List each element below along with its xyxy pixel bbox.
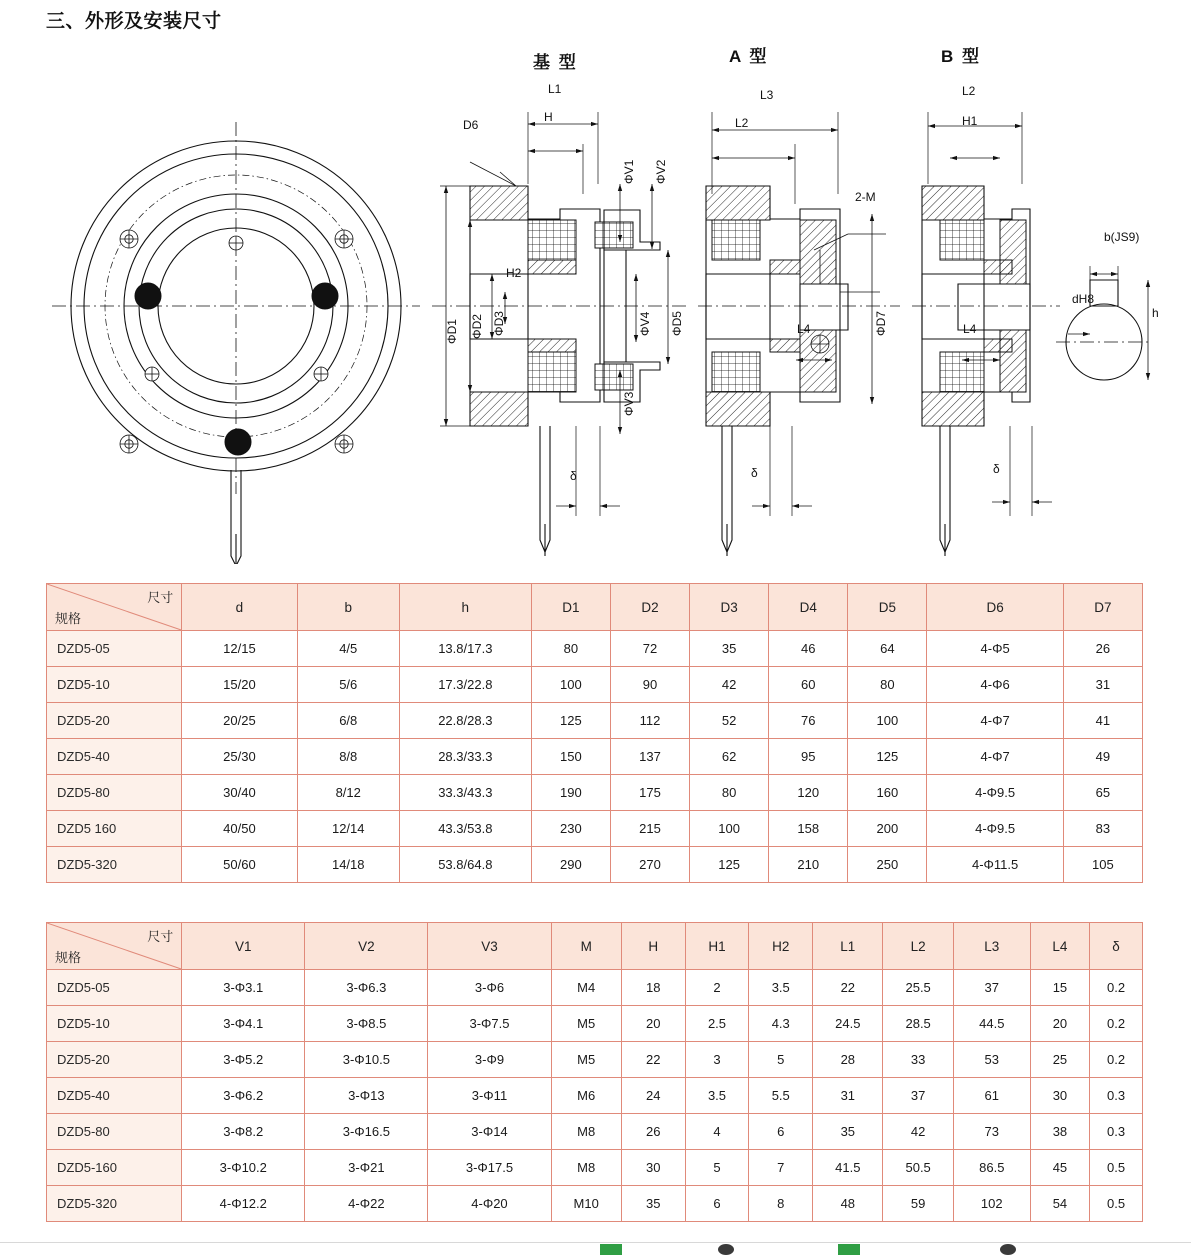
table2-col-V3: V3 [428,923,551,970]
table1-col-d: d [182,584,297,631]
table1-cell: 4-Φ9.5 [927,811,1063,847]
table2-col-L1: L1 [813,923,883,970]
table1-cell: 230 [531,811,610,847]
dim-D1: ΦD1 [445,319,459,344]
table1-cell: 42 [690,667,769,703]
table1-cell: 76 [769,703,848,739]
table1-cell: 90 [610,667,689,703]
table2-cell: 42 [883,1114,953,1150]
table2-cell: 24 [621,1078,685,1114]
table1-cell: 125 [531,703,610,739]
table2-cell: 0.5 [1090,1186,1143,1222]
table-row [47,1006,1143,1042]
table1-cell: 72 [610,631,689,667]
table2-cell: 0.3 [1090,1114,1143,1150]
table2-cell: M5 [551,1042,621,1078]
table2-cell: 33 [883,1042,953,1078]
table1-cell: 137 [610,739,689,775]
table2-cell: 3-Φ9 [428,1042,551,1078]
table1-cell: 17.3/22.8 [399,667,531,703]
table1-row4-model: DZD5-80 [47,775,182,811]
footer-chip-1[interactable] [600,1244,622,1255]
table1-cell: 40/50 [182,811,297,847]
table2-cell: 7 [749,1150,813,1186]
table-row [47,703,1143,739]
table2-cell: 5 [685,1150,749,1186]
table-row [47,811,1143,847]
table2-col-V2: V2 [305,923,428,970]
table1-cell: 270 [610,847,689,883]
table1-corner-spec-label: 规格 [55,611,82,626]
dim-H2: H2 [506,266,522,280]
table2-cell: 102 [953,1186,1030,1222]
table1-cell: 158 [769,811,848,847]
table1-cell: 65 [1063,775,1142,811]
table2-cell: 24.5 [813,1006,883,1042]
table2-cell: 30 [1030,1078,1089,1114]
table2-col-L3: L3 [953,923,1030,970]
table2-cell: 3-Φ5.2 [182,1042,305,1078]
section-view-b [912,112,1060,556]
table1-cell: 6/8 [297,703,399,739]
dim-D6: D6 [463,118,479,132]
table2-row4-model: DZD5-80 [47,1114,182,1150]
dim-L3: L3 [760,88,774,102]
dimension-table-1 [46,583,1143,883]
table1-cell: 4-Φ11.5 [927,847,1063,883]
table1-cell: 25/30 [182,739,297,775]
table2-cell: 3-Φ6 [428,970,551,1006]
table1-cell: 26 [1063,631,1142,667]
table2-cell: 3-Φ6.2 [182,1078,305,1114]
table2-cell: 25.5 [883,970,953,1006]
table1-corner-dim-label: 尺寸 [147,590,174,605]
dim-D2: ΦD2 [470,314,484,339]
table2-cell: 38 [1030,1114,1089,1150]
table1-cell: 125 [848,739,927,775]
dim-D7: ΦD7 [874,311,888,336]
dim-L1: L1 [548,82,562,96]
table1-cell: 43.3/53.8 [399,811,531,847]
table2-cell: 0.2 [1090,1006,1143,1042]
table1-cell: 100 [531,667,610,703]
footer-chip-3[interactable] [838,1244,860,1255]
dim-delta-3: δ [993,462,1000,476]
table1-cell: 4-Φ7 [927,703,1063,739]
table2-cell: 3-Φ6.3 [305,970,428,1006]
table1-cell: 20/25 [182,703,297,739]
table2-cell: 48 [813,1186,883,1222]
table2-cell: M4 [551,970,621,1006]
table2-cell: 28 [813,1042,883,1078]
table1-cell: 112 [610,703,689,739]
dim-L2-b: L2 [962,84,976,98]
table2-cell: 4-Φ20 [428,1186,551,1222]
table2-cell: 15 [1030,970,1089,1006]
table-row [47,631,1143,667]
table1-cell: 15/20 [182,667,297,703]
table2-cell: 25 [1030,1042,1089,1078]
table2-col-L2: L2 [883,923,953,970]
dim-dH8: dH8 [1072,292,1095,306]
table1-cell: 100 [848,703,927,739]
table1-cell: 120 [769,775,848,811]
table-row [47,1186,1143,1222]
table1-cell: 125 [690,847,769,883]
table1-cell: 50/60 [182,847,297,883]
table1-col-D4: D4 [769,584,848,631]
table2-cell: 3.5 [749,970,813,1006]
table1-cell: 12/14 [297,811,399,847]
table1-corner-cell [47,584,182,631]
table-row [47,775,1143,811]
table1-cell: 175 [610,775,689,811]
table1-row2-model: DZD5-20 [47,703,182,739]
table2-corner-cell [47,923,182,970]
dim-delta-1: δ [570,469,577,483]
table1-col-b: b [297,584,399,631]
table2-cell: 3-Φ3.1 [182,970,305,1006]
footer-chip-4[interactable] [1000,1244,1016,1255]
table2-cell: 86.5 [953,1150,1030,1186]
table2-cell: 26 [621,1114,685,1150]
table2-cell: 3-Φ8.5 [305,1006,428,1042]
table2-cell: 73 [953,1114,1030,1150]
dim-H: H [544,110,553,124]
table2-col-H1: H1 [685,923,749,970]
table2-cell: 3-Φ10.5 [305,1042,428,1078]
table2-cell: M6 [551,1078,621,1114]
table2-cell: 37 [953,970,1030,1006]
table1-cell: 4-Φ7 [927,739,1063,775]
table1-cell: 12/15 [182,631,297,667]
table2-cell: 5 [749,1042,813,1078]
table1-cell: 52 [690,703,769,739]
table1-cell: 80 [531,631,610,667]
table2-corner-dim-label: 尺寸 [147,929,174,944]
table1-cell: 250 [848,847,927,883]
dim-delta-2: δ [751,466,758,480]
dim-V2: ΦV2 [654,159,668,184]
dim-b-js9: b(JS9) [1104,230,1140,244]
front-view [52,122,420,564]
table2-col-V1: V1 [182,923,305,970]
table2-row1-model: DZD5-10 [47,1006,182,1042]
dim-2M: 2-M [855,190,876,204]
table2-cell: 6 [749,1114,813,1150]
table1-cell: 200 [848,811,927,847]
table1-col-D2: D2 [610,584,689,631]
table2-cell: 18 [621,970,685,1006]
table2-cell: 4.3 [749,1006,813,1042]
table2-cell: 8 [749,1186,813,1222]
table-row [47,1042,1143,1078]
table1-cell: 210 [769,847,848,883]
table2-row2-model: DZD5-20 [47,1042,182,1078]
table2-cell: 53 [953,1042,1030,1078]
dim-D3: ΦD3 [492,311,506,336]
table1-cell: 190 [531,775,610,811]
table2-header-row [47,923,1143,970]
table2-row0-model: DZD5-05 [47,970,182,1006]
table1-cell: 80 [690,775,769,811]
table1-cell: 30/40 [182,775,297,811]
table1-cell: 4/5 [297,631,399,667]
table1-cell: 53.8/64.8 [399,847,531,883]
table2-cell: 28.5 [883,1006,953,1042]
table1-cell: 13.8/17.3 [399,631,531,667]
table2-cell: 3-Φ10.2 [182,1150,305,1186]
table1-cell: 80 [848,667,927,703]
table1-col-h: h [399,584,531,631]
table2-cell: 4-Φ12.2 [182,1186,305,1222]
table1-cell: 62 [690,739,769,775]
table2-cell: 3-Φ4.1 [182,1006,305,1042]
table2-cell: 22 [621,1042,685,1078]
dim-h: h [1152,306,1159,320]
table-row [47,1114,1143,1150]
table2-cell: 20 [621,1006,685,1042]
page-footer-strip [0,1242,1191,1257]
table2-cell: 45 [1030,1150,1089,1186]
table-row [47,739,1143,775]
table2-cell: 2.5 [685,1006,749,1042]
view-label-a: A 型 [729,47,769,66]
table2-cell: 35 [621,1186,685,1222]
dim-L4-b: L4 [963,322,977,336]
table1-cell: 105 [1063,847,1142,883]
table1-cell: 150 [531,739,610,775]
drawing-svg [0,34,1191,564]
table2-cell: 0.2 [1090,970,1143,1006]
table2-cell: 61 [953,1078,1030,1114]
table1-header-row [47,584,1143,631]
table1-row5-model: DZD5 160 [47,811,182,847]
table1-cell: 8/12 [297,775,399,811]
table2-cell: 3-Φ7.5 [428,1006,551,1042]
table2-col-M: M [551,923,621,970]
table2-cell: M8 [551,1150,621,1186]
table1-cell: 46 [769,631,848,667]
table1-col-D7: D7 [1063,584,1142,631]
table2-cell: 3-Φ8.2 [182,1114,305,1150]
table1-cell: 22.8/28.3 [399,703,531,739]
table2-cell: 0.2 [1090,1042,1143,1078]
table2-cell: 0.5 [1090,1150,1143,1186]
table1-cell: 290 [531,847,610,883]
table1-row3-model: DZD5-40 [47,739,182,775]
table2-row5-model: DZD5-160 [47,1150,182,1186]
table1-cell: 5/6 [297,667,399,703]
dim-L4-a: L4 [797,322,811,336]
table2-cell: 54 [1030,1186,1089,1222]
table2-corner-spec-label: 规格 [55,950,82,965]
dim-H1: H1 [962,114,978,128]
page-title: 三、外形及安装尺寸 [46,11,222,32]
table1-cell: 4-Φ5 [927,631,1063,667]
table2-cell: 20 [1030,1006,1089,1042]
table2-cell: 3-Φ11 [428,1078,551,1114]
table2-cell: 6 [685,1186,749,1222]
table-row [47,1078,1143,1114]
table1-cell: 4-Φ9.5 [927,775,1063,811]
dimension-table-2 [46,922,1143,1222]
table2-cell: 35 [813,1114,883,1150]
table2-cell: 3 [685,1042,749,1078]
dim-V1: ΦV1 [622,159,636,184]
table2-cell: 3-Φ21 [305,1150,428,1186]
table1-cell: 33.3/43.3 [399,775,531,811]
table2-cell: 22 [813,970,883,1006]
table1-cell: 31 [1063,667,1142,703]
table1-cell: 4-Φ6 [927,667,1063,703]
table2-cell: 3-Φ14 [428,1114,551,1150]
dim-V4: ΦV4 [638,311,652,336]
view-label-base: 基 型 [533,53,578,72]
table1-col-D1: D1 [531,584,610,631]
table2-cell: 41.5 [813,1150,883,1186]
table2-col-H: H [621,923,685,970]
table2-cell: 3-Φ17.5 [428,1150,551,1186]
table2-cell: 31 [813,1078,883,1114]
dim-L2-a: L2 [735,116,749,130]
table2-cell: 5.5 [749,1078,813,1114]
table2-cell: 4-Φ22 [305,1186,428,1222]
table1-cell: 41 [1063,703,1142,739]
table2-cell: M5 [551,1006,621,1042]
footer-chip-2[interactable] [718,1244,734,1255]
table-row [47,847,1143,883]
table1-row1-model: DZD5-10 [47,667,182,703]
table1-cell: 100 [690,811,769,847]
table1-col-D6: D6 [927,584,1063,631]
table2-col-L4: L4 [1030,923,1089,970]
table2-cell: 3-Φ13 [305,1078,428,1114]
table2-cell: 3-Φ16.5 [305,1114,428,1150]
table1-cell: 215 [610,811,689,847]
table2-cell: 50.5 [883,1150,953,1186]
table1-cell: 160 [848,775,927,811]
table2-cell: 59 [883,1186,953,1222]
table2-cell: 2 [685,970,749,1006]
table1-cell: 35 [690,631,769,667]
technical-drawing [0,34,1191,564]
table2-col-H2: H2 [749,923,813,970]
dim-D5: ΦD5 [670,311,684,336]
table-row [47,1150,1143,1186]
table-row [47,667,1143,703]
table1-row6-model: DZD5-320 [47,847,182,883]
table1-cell: 8/8 [297,739,399,775]
table2-cell: M10 [551,1186,621,1222]
table2-cell: 37 [883,1078,953,1114]
table1-cell: 64 [848,631,927,667]
table2-cell: 44.5 [953,1006,1030,1042]
table2-cell: 3.5 [685,1078,749,1114]
table2-row3-model: DZD5-40 [47,1078,182,1114]
table1-cell: 83 [1063,811,1142,847]
table1-cell: 95 [769,739,848,775]
dim-V3: ΦV3 [622,391,636,416]
table2-row6-model: DZD5-320 [47,1186,182,1222]
table-row [47,970,1143,1006]
keyway-detail [1056,266,1152,380]
table2-cell: 30 [621,1150,685,1186]
table2-col-delta: δ [1090,923,1143,970]
table2-cell: M8 [551,1114,621,1150]
table2-cell: 4 [685,1114,749,1150]
table1-cell: 60 [769,667,848,703]
table1-cell: 49 [1063,739,1142,775]
table1-col-D5: D5 [848,584,927,631]
table1-col-D3: D3 [690,584,769,631]
table2-cell: 0.3 [1090,1078,1143,1114]
table1-cell: 14/18 [297,847,399,883]
table1-row0-model: DZD5-05 [47,631,182,667]
table1-cell: 28.3/33.3 [399,739,531,775]
view-label-b: B 型 [941,47,981,66]
